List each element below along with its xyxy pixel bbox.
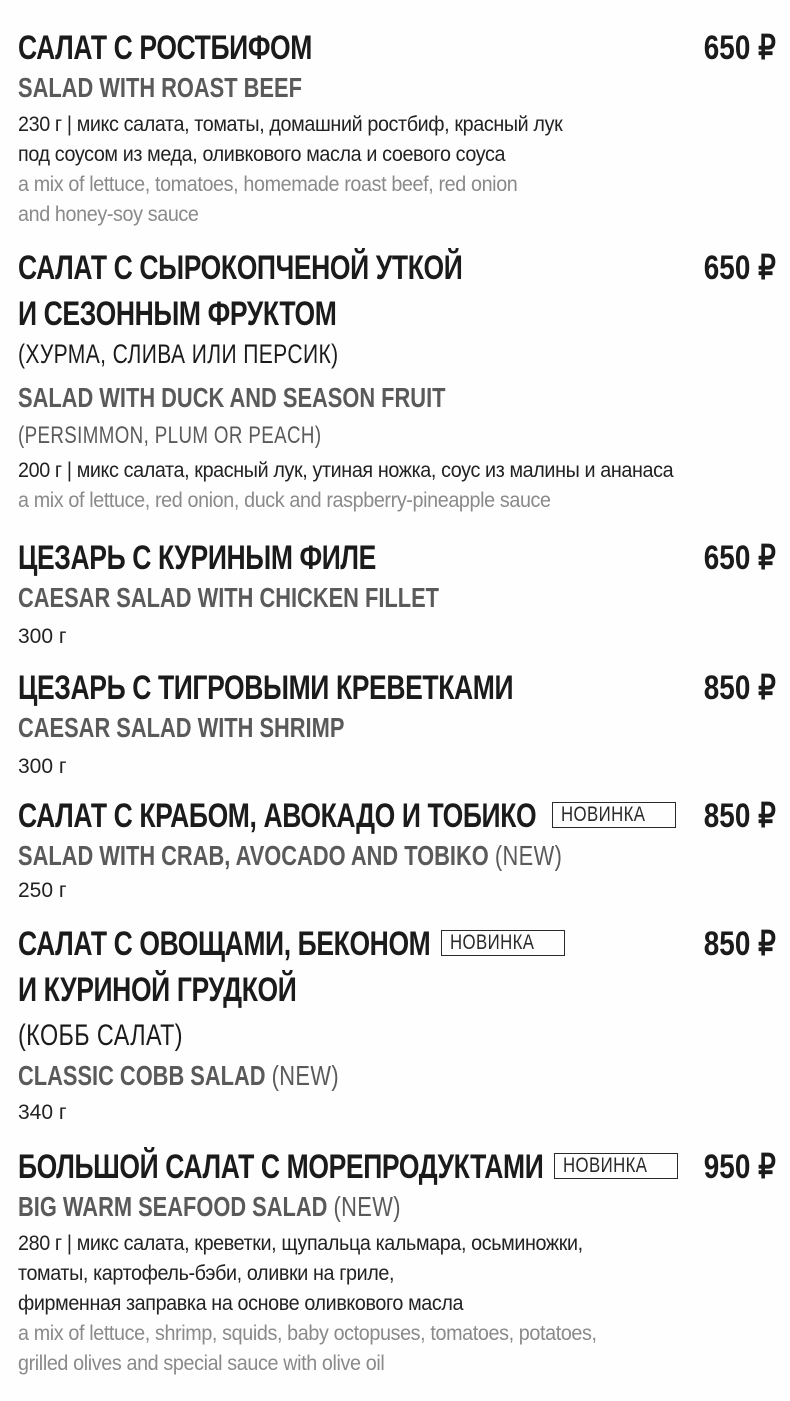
item-weight: 340 г <box>18 1101 67 1124</box>
item-title-ru: БОЛЬШОЙ САЛАТ С МОРЕПРОДУКТАМИ <box>18 1148 544 1186</box>
item-price: 650 ₽ <box>703 29 776 67</box>
item-title-ru-line2: И КУРИНОЙ ГРУДКОЙ <box>18 971 297 1009</box>
item-title-en <box>18 838 777 874</box>
item-description-ru: 230 г | микс салата, томаты, домашний ростбиф, красный лук <box>18 113 563 136</box>
item-subtitle-en: (PERSIMMON, PLUM OR PEACH) <box>18 422 322 449</box>
new-badge-label: НОВИНКА <box>450 931 535 954</box>
item-subtitle-ru: (ХУРМА, СЛИВА ИЛИ ПЕРСИК) <box>18 339 339 369</box>
item-description-en: a mix of lettuce, shrimp, squids, baby octopuses, tomatoes, potatoes, <box>18 1322 597 1345</box>
menu-item-cobb-salad <box>18 922 778 1128</box>
item-title-en: SALAD WITH DUCK AND SEASON FRUIT <box>18 382 446 413</box>
item-price: 650 ₽ <box>703 249 776 287</box>
menu-item-roast-beef-salad <box>18 26 778 230</box>
new-tag: (NEW) <box>494 840 563 871</box>
item-description-ru-line2: томаты, картофель-бэби, оливки на гриле, <box>18 1262 395 1285</box>
item-title-ru <box>18 922 777 1012</box>
item-title-ru-line1: САЛАТ С СЫРОКОПЧЕНОЙ УТКОЙ <box>18 249 463 287</box>
item-description-ru: 200 г | микс салата, красный лук, утиная ножка, соус из малины и ананаса <box>18 459 674 482</box>
item-price: 850 ₽ <box>703 797 776 835</box>
new-badge <box>441 930 565 956</box>
item-title-en-text: BIG WARM SEAFOOD SALAD <box>18 1191 328 1222</box>
item-description-ru-line2: под соусом из меда, оливкового масла и соевого соуса <box>18 143 506 166</box>
item-title-en-text: SALAD WITH CRAB, AVOCADO AND TOBIKO <box>18 840 489 871</box>
item-title-en: CAESAR SALAD WITH SHRIMP <box>18 712 345 743</box>
new-badge-label: НОВИНКА <box>561 803 646 826</box>
item-weight: 250 г <box>18 879 67 902</box>
item-weight: 300 г <box>18 625 67 648</box>
menu-item-seafood-salad <box>18 1145 778 1379</box>
item-subtitle-ru: (КОББ САЛАТ) <box>18 1019 183 1052</box>
item-title-en: CAESAR SALAD WITH CHICKEN FILLET <box>18 582 440 613</box>
new-badge-label: НОВИНКА <box>563 1154 648 1177</box>
item-price: 650 ₽ <box>703 539 776 577</box>
item-description-en-line2: and honey-soy sauce <box>18 203 199 226</box>
new-tag: (NEW) <box>271 1060 340 1091</box>
item-title-ru: ЦЕЗАРЬ С ТИГРОВЫМИ КРЕВЕТКАМИ <box>18 669 514 707</box>
item-title-en <box>18 1189 777 1225</box>
item-description-en: a mix of lettuce, tomatoes, homemade roast beef, red onion <box>18 173 518 196</box>
new-tag: (NEW) <box>333 1191 401 1222</box>
item-price: 850 ₽ <box>703 669 776 707</box>
item-title-ru: САЛАТ С КРАБОМ, АВОКАДО И ТОБИКО <box>18 797 537 835</box>
item-title-ru-line2: И СЕЗОННЫМ ФРУКТОМ <box>18 295 337 333</box>
item-title-en-text: CLASSIC COBB SALAD <box>18 1060 266 1091</box>
item-title-ru: САЛАТ С РОСТБИФОМ <box>18 29 312 67</box>
new-badge <box>554 1153 678 1179</box>
item-title-ru <box>18 246 777 336</box>
menu-item-duck-salad <box>18 246 778 516</box>
item-title-en: SALAD WITH ROAST BEEF <box>18 72 302 103</box>
item-weight: 300 г <box>18 755 67 778</box>
item-description-ru-line3: фирменная заправка на основе оливкового масла <box>18 1292 464 1315</box>
menu-item-caesar-chicken <box>18 536 778 652</box>
item-description-en-line2: grilled olives and special sauce with olive oil <box>18 1352 385 1375</box>
item-price: 850 ₽ <box>703 925 776 963</box>
item-title-ru: ЦЕЗАРЬ С КУРИНЫМ ФИЛЕ <box>18 539 376 577</box>
item-description-en: a mix of lettuce, red onion, duck and raspberry-pineapple sauce <box>18 489 551 512</box>
item-title-en <box>18 1058 777 1094</box>
item-price: 950 ₽ <box>703 1148 776 1186</box>
item-description-ru: 280 г | микс салата, креветки, щупальца кальмара, осьминожки, <box>18 1232 583 1255</box>
item-title-ru-line1: САЛАТ С ОВОЩАМИ, БЕКОНОМ <box>18 925 431 963</box>
new-badge <box>552 802 676 828</box>
menu-item-caesar-shrimp <box>18 666 778 782</box>
